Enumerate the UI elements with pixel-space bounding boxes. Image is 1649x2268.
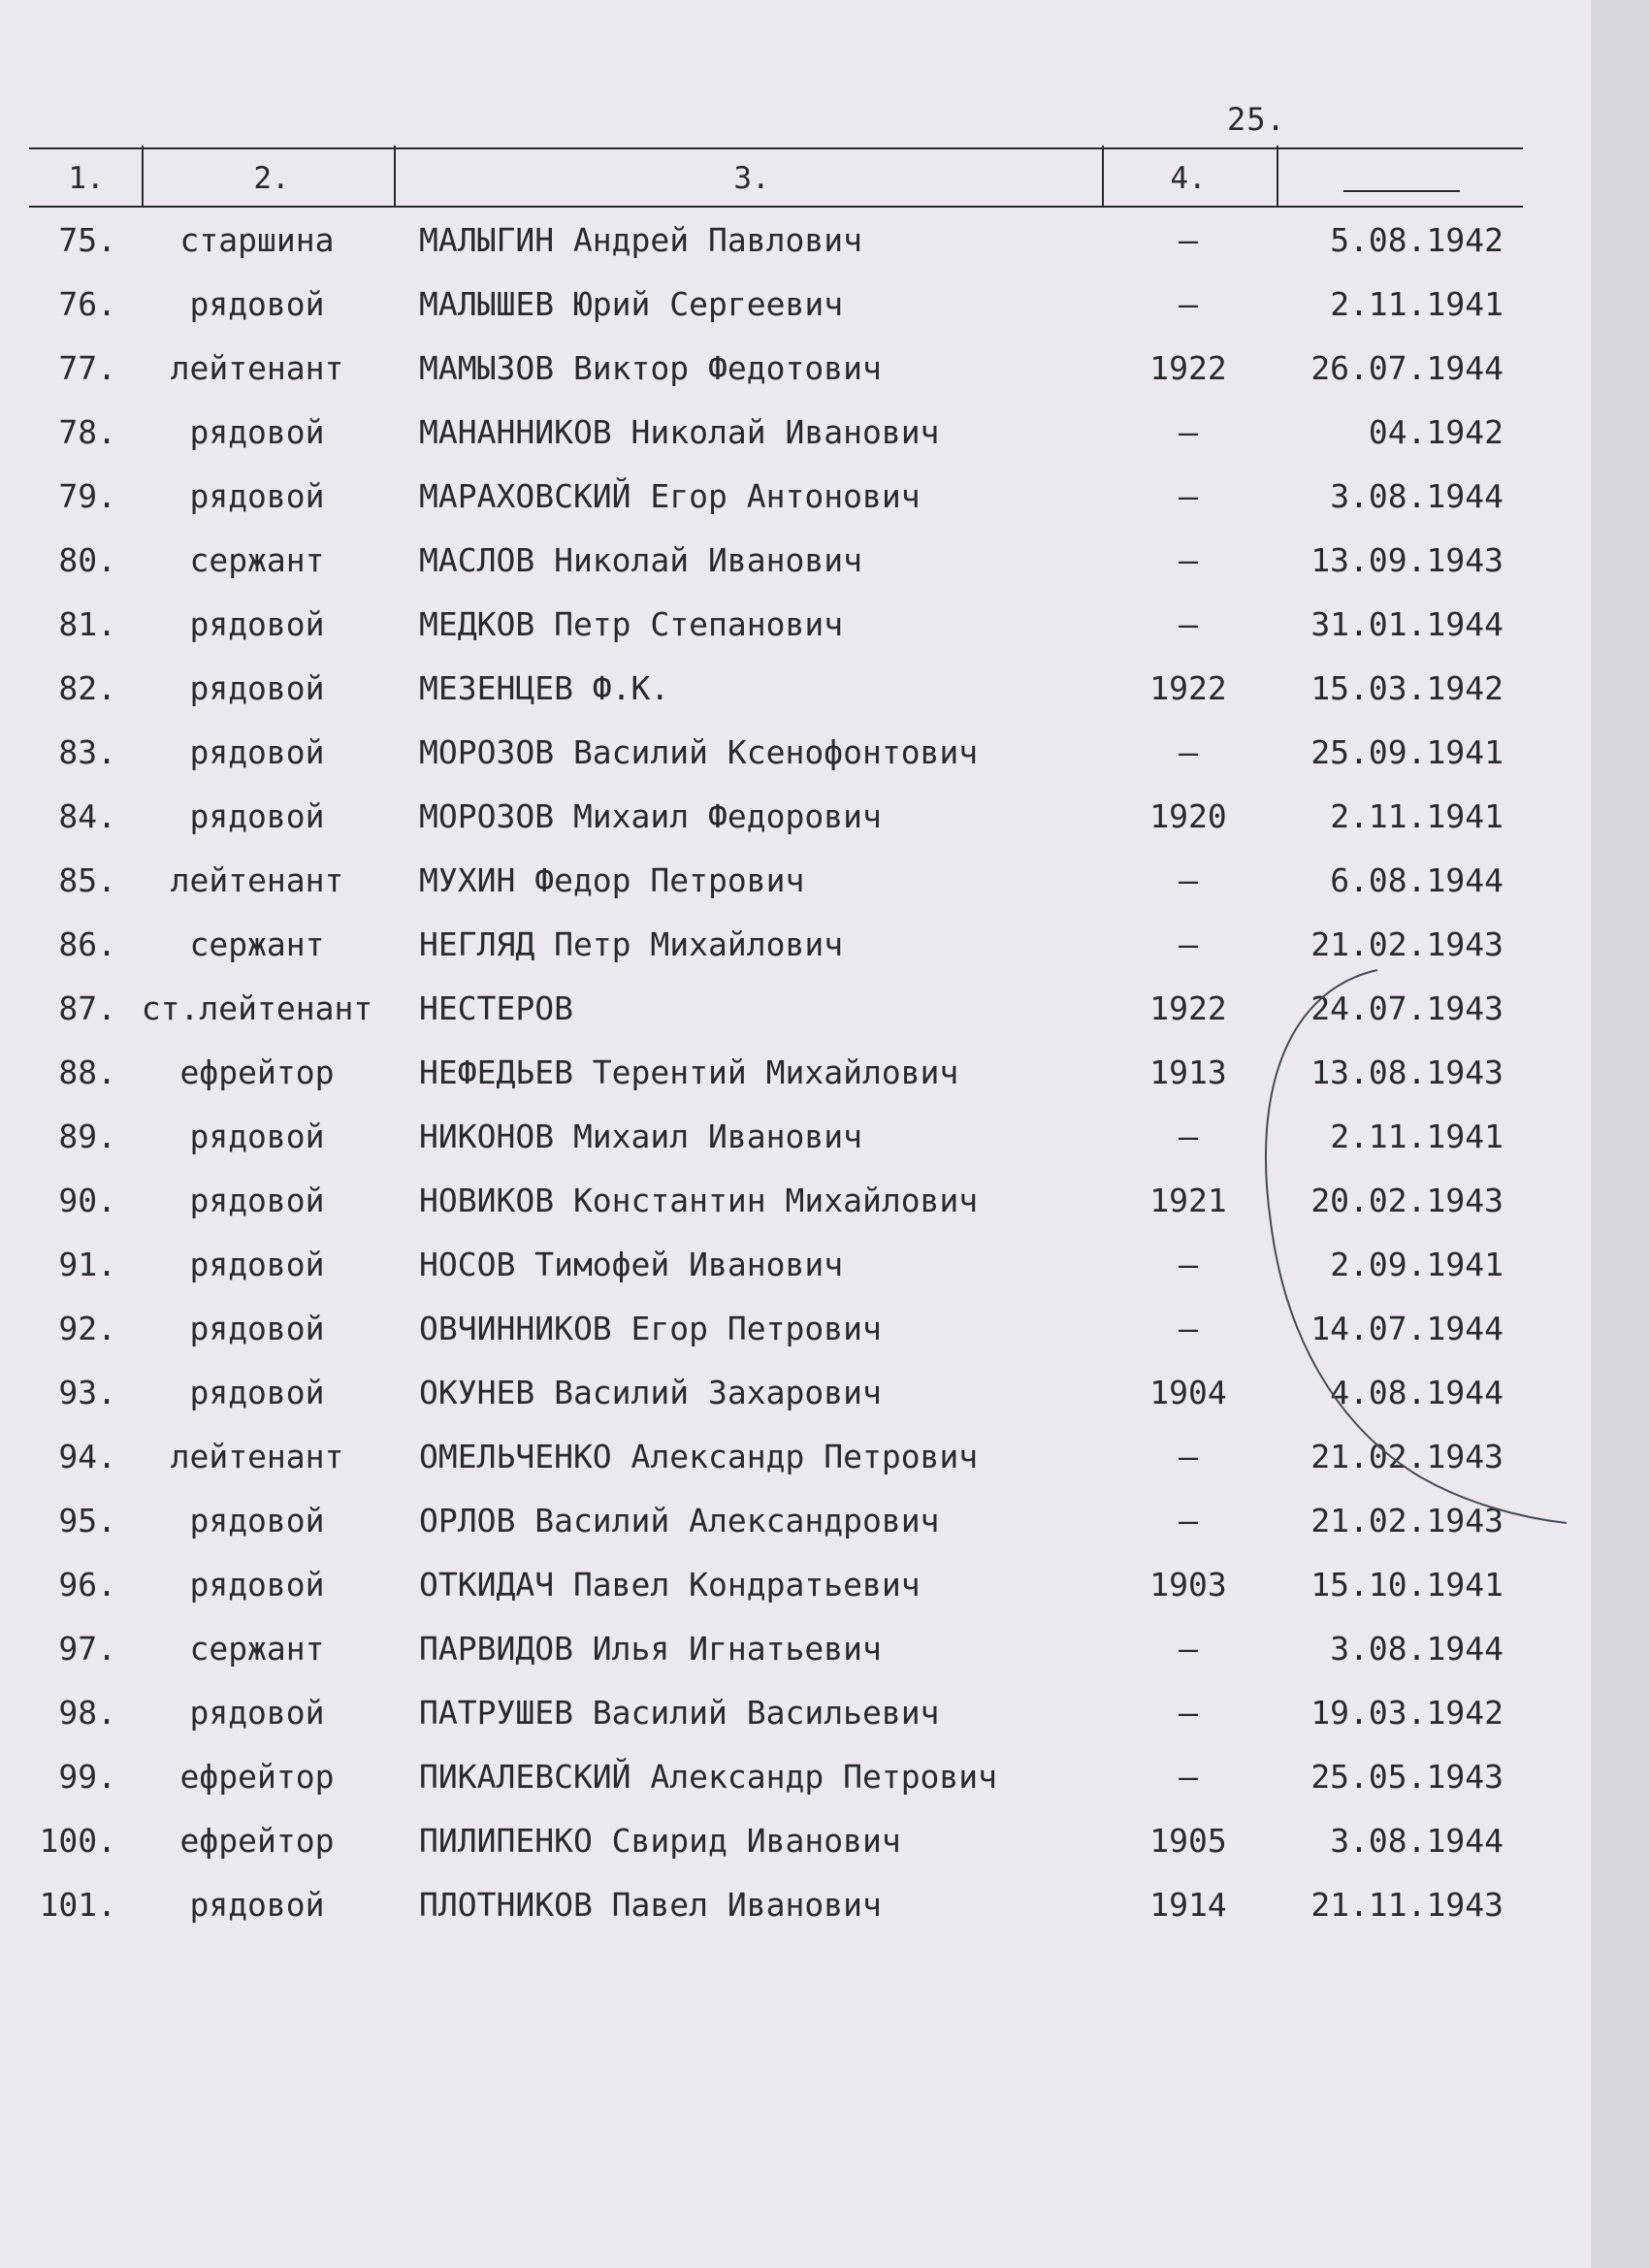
table-row	[0, 466, 1591, 530]
row-date: 3.08.1944	[1330, 1822, 1504, 1860]
row-birth-year: 1922	[1149, 669, 1227, 707]
row-name: ОТКИДАЧ Павел Кондратьевич	[419, 1566, 921, 1604]
table-row	[0, 530, 1591, 594]
row-birth-year: –	[1179, 1310, 1198, 1347]
row-rank: рядовой	[189, 733, 325, 771]
table-row	[0, 1682, 1591, 1746]
row-rank: рядовой	[189, 1566, 325, 1604]
row-date: 3.08.1944	[1330, 477, 1504, 515]
row-rank: рядовой	[189, 1246, 325, 1283]
header-separator	[142, 146, 144, 206]
row-rank: ст.лейтенант	[141, 989, 373, 1027]
table-row	[0, 1618, 1591, 1682]
row-rank: рядовой	[189, 669, 325, 707]
table-body	[0, 210, 1591, 1938]
table-row	[0, 1874, 1591, 1938]
table-row	[0, 658, 1591, 722]
row-name: НОВИКОВ Константин Михайлович	[419, 1182, 979, 1219]
row-birth-year: 1922	[1149, 349, 1227, 387]
row-number: 79.	[58, 477, 116, 515]
row-number: 76.	[58, 285, 116, 323]
row-birth-year: –	[1179, 285, 1198, 323]
row-birth-year: –	[1179, 605, 1198, 643]
table-row	[0, 1106, 1591, 1170]
row-number: 89.	[58, 1118, 116, 1155]
row-number: 96.	[58, 1566, 116, 1604]
row-name: МАЛЫШЕВ Юрий Сергеевич	[419, 285, 844, 323]
row-rank: рядовой	[189, 1374, 325, 1411]
row-number: 95.	[58, 1502, 116, 1539]
row-rank: рядовой	[189, 1694, 325, 1732]
row-date: 14.07.1944	[1310, 1310, 1504, 1347]
row-birth-year: 1904	[1149, 1374, 1227, 1411]
row-rank: рядовой	[189, 477, 325, 515]
column-header-year: 4.	[1170, 161, 1207, 196]
row-number: 78.	[58, 413, 116, 451]
table-row	[0, 338, 1591, 402]
row-name: МОРОЗОВ Михаил Федорович	[419, 797, 882, 835]
row-name: ОРЛОВ Василий Александрович	[419, 1502, 940, 1539]
row-rank: рядовой	[189, 285, 325, 323]
row-date: 31.01.1944	[1310, 605, 1504, 643]
row-number: 85.	[58, 861, 116, 899]
row-rank: сержант	[189, 541, 325, 579]
row-date: 13.08.1943	[1310, 1053, 1504, 1091]
row-rank: ефрейтор	[179, 1053, 335, 1091]
row-name: МОРОЗОВ Василий Ксенофонтович	[419, 733, 979, 771]
row-name: МЕЗЕНЦЕВ Ф.К.	[419, 669, 670, 707]
row-date: 6.08.1944	[1330, 861, 1504, 899]
table-row	[0, 1234, 1591, 1298]
table-row	[0, 850, 1591, 914]
row-date: 21.02.1943	[1310, 1502, 1504, 1539]
table-row	[0, 210, 1591, 274]
row-date: 21.11.1943	[1310, 1886, 1504, 1924]
row-name: НИКОНОВ Михаил Иванович	[419, 1118, 862, 1155]
row-rank: лейтенант	[170, 1438, 344, 1475]
row-name: НЕГЛЯД Петр Михайлович	[419, 925, 844, 963]
row-rank: рядовой	[189, 1310, 325, 1347]
row-birth-year: 1914	[1149, 1886, 1227, 1924]
row-birth-year: 1922	[1149, 989, 1227, 1027]
row-date: 5.08.1942	[1330, 221, 1504, 259]
row-rank: рядовой	[189, 1182, 325, 1219]
row-name: МАНАННИКОВ Николай Иванович	[419, 413, 940, 451]
row-birth-year: –	[1179, 1118, 1198, 1155]
header-separator	[1277, 146, 1278, 206]
row-birth-year: 1913	[1149, 1053, 1227, 1091]
row-name: ОКУНЕВ Василий Захарович	[419, 1374, 882, 1411]
row-name: ОМЕЛЬЧЕНКО Александр Петрович	[419, 1438, 979, 1475]
row-birth-year: 1903	[1149, 1566, 1227, 1604]
table-row	[0, 1554, 1591, 1618]
row-name: МАСЛОВ Николай Иванович	[419, 541, 862, 579]
table-row	[0, 1042, 1591, 1106]
table-row	[0, 402, 1591, 466]
table-row	[0, 1362, 1591, 1426]
row-date: 2.09.1941	[1330, 1246, 1504, 1283]
table-row	[0, 1490, 1591, 1554]
row-name: ПИЛИПЕНКО Свирид Иванович	[419, 1822, 901, 1860]
row-rank: лейтенант	[170, 349, 344, 387]
row-date: 15.03.1942	[1310, 669, 1504, 707]
row-rank: рядовой	[189, 797, 325, 835]
row-number: 84.	[58, 797, 116, 835]
row-date: 25.09.1941	[1310, 733, 1504, 771]
row-date: 25.05.1943	[1310, 1758, 1504, 1796]
row-rank: старшина	[179, 221, 335, 259]
row-number: 98.	[58, 1694, 116, 1732]
row-date: 15.10.1941	[1310, 1566, 1504, 1604]
row-birth-year: –	[1179, 1758, 1198, 1796]
row-number: 88.	[58, 1053, 116, 1091]
table-row	[0, 1170, 1591, 1234]
row-name: ПАРВИДОВ Илья Игнатьевич	[419, 1630, 882, 1668]
row-date: 21.02.1943	[1310, 925, 1504, 963]
row-number: 93.	[58, 1374, 116, 1411]
row-date: 20.02.1943	[1310, 1182, 1504, 1219]
row-number: 80.	[58, 541, 116, 579]
scan-edge	[1591, 0, 1649, 2268]
row-rank: рядовой	[189, 413, 325, 451]
row-name: НОСОВ Тимофей Иванович	[419, 1246, 844, 1283]
row-name: МУХИН Федор Петрович	[419, 861, 805, 899]
row-number: 82.	[58, 669, 116, 707]
row-name: ПИКАЛЕВСКИЙ Александр Петрович	[419, 1758, 998, 1796]
row-rank: рядовой	[189, 605, 325, 643]
header-rule-bottom	[29, 206, 1523, 208]
row-rank: ефрейтор	[179, 1758, 335, 1796]
row-birth-year: –	[1179, 413, 1198, 451]
column-header-name: 3.	[733, 161, 770, 196]
row-number: 100.	[39, 1822, 116, 1860]
row-birth-year: –	[1179, 1630, 1198, 1668]
row-birth-year: 1921	[1149, 1182, 1227, 1219]
table-row	[0, 1426, 1591, 1490]
column-header-rank: 2.	[253, 161, 290, 196]
date-header-dash	[1343, 190, 1460, 192]
row-number: 86.	[58, 925, 116, 963]
row-number: 83.	[58, 733, 116, 771]
header-rule-top	[29, 147, 1523, 149]
row-rank: сержант	[189, 1630, 325, 1668]
row-date: 04.1942	[1368, 413, 1504, 451]
row-number: 90.	[58, 1182, 116, 1219]
table-row	[0, 722, 1591, 786]
table-row	[0, 786, 1591, 850]
row-birth-year: –	[1179, 861, 1198, 899]
table-row	[0, 274, 1591, 338]
row-name: МАРАХОВСКИЙ Егор Антонович	[419, 477, 921, 515]
row-birth-year: –	[1179, 477, 1198, 515]
row-rank: сержант	[189, 925, 325, 963]
row-birth-year: –	[1179, 1502, 1198, 1539]
row-date: 2.11.1941	[1330, 797, 1504, 835]
row-birth-year: –	[1179, 1246, 1198, 1283]
row-number: 97.	[58, 1630, 116, 1668]
row-date: 21.02.1943	[1310, 1438, 1504, 1475]
row-birth-year: –	[1179, 541, 1198, 579]
row-name: МАЛЫГИН Андрей Павлович	[419, 221, 862, 259]
row-number: 94.	[58, 1438, 116, 1475]
row-date: 2.11.1941	[1330, 1118, 1504, 1155]
row-date: 3.08.1944	[1330, 1630, 1504, 1668]
table-row	[0, 1810, 1591, 1874]
row-rank: рядовой	[189, 1886, 325, 1924]
row-date: 4.08.1944	[1330, 1374, 1504, 1411]
row-date: 13.09.1943	[1310, 541, 1504, 579]
row-birth-year: 1905	[1149, 1822, 1227, 1860]
table-row	[0, 1298, 1591, 1362]
row-number: 99.	[58, 1758, 116, 1796]
row-date: 26.07.1944	[1310, 349, 1504, 387]
row-number: 101.	[39, 1886, 116, 1924]
row-birth-year: –	[1179, 925, 1198, 963]
row-date: 19.03.1942	[1310, 1694, 1504, 1732]
row-number: 81.	[58, 605, 116, 643]
row-date: 24.07.1943	[1310, 989, 1504, 1027]
row-name: ПЛОТНИКОВ Павел Иванович	[419, 1886, 882, 1924]
table-row	[0, 594, 1591, 658]
row-number: 91.	[58, 1246, 116, 1283]
column-header-number: 1.	[68, 161, 105, 196]
column-header-date	[1280, 165, 1523, 200]
row-rank: рядовой	[189, 1502, 325, 1539]
row-name: МАМЫЗОВ Виктор Федотович	[419, 349, 882, 387]
table-row	[0, 978, 1591, 1042]
row-rank: рядовой	[189, 1118, 325, 1155]
row-name: НЕСТЕРОВ	[419, 989, 573, 1027]
row-name: НЕФЕДЬЕВ Терентий Михайлович	[419, 1053, 959, 1091]
row-rank: лейтенант	[170, 861, 344, 899]
row-number: 92.	[58, 1310, 116, 1347]
row-birth-year: 1920	[1149, 797, 1227, 835]
table-row	[0, 1746, 1591, 1810]
table-row	[0, 914, 1591, 978]
row-name: МЕДКОВ Петр Степанович	[419, 605, 844, 643]
row-name: ОВЧИННИКОВ Егор Петрович	[419, 1310, 882, 1347]
row-number: 77.	[58, 349, 116, 387]
row-number: 87.	[58, 989, 116, 1027]
row-birth-year: –	[1179, 733, 1198, 771]
row-rank: ефрейтор	[179, 1822, 335, 1860]
row-name: ПАТРУШЕВ Василий Васильевич	[419, 1694, 940, 1732]
row-birth-year: –	[1179, 1438, 1198, 1475]
page-number: 25.	[1227, 101, 1286, 138]
row-number: 75.	[58, 221, 116, 259]
row-birth-year: –	[1179, 221, 1198, 259]
row-date: 2.11.1941	[1330, 285, 1504, 323]
row-birth-year: –	[1179, 1694, 1198, 1732]
